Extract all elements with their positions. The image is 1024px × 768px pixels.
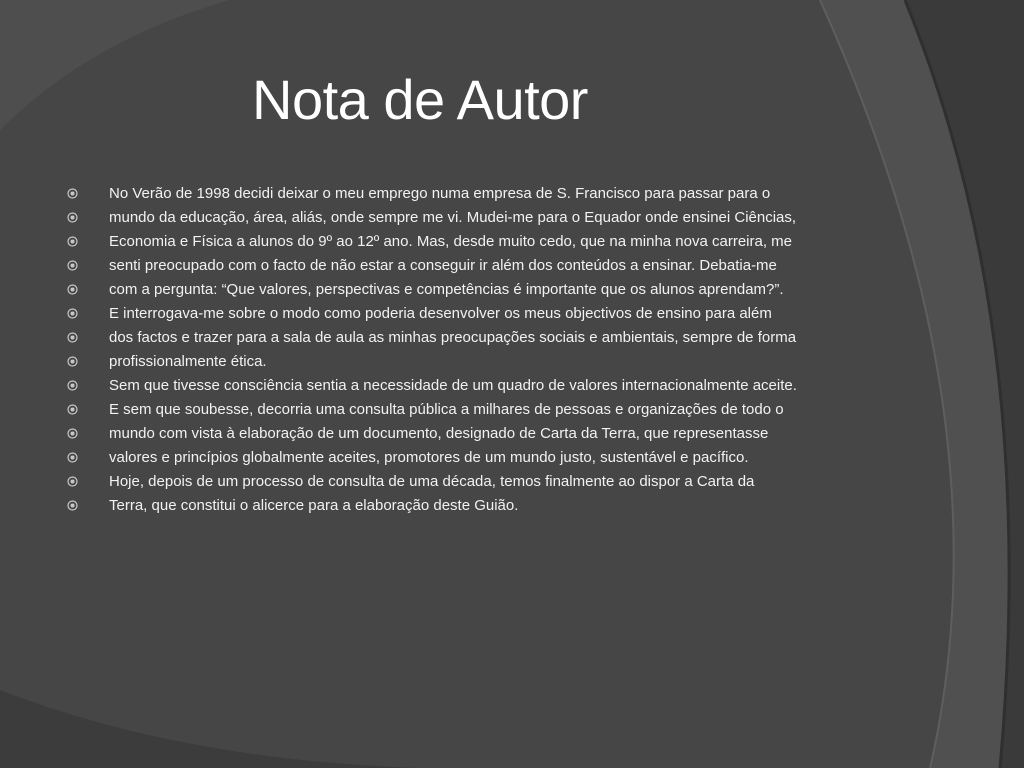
bullet-text: E interrogava-me sobre o modo como poderia desenvolver os meus objectivos de ensino para além [109, 305, 772, 322]
circled-dot-icon [67, 236, 78, 247]
circled-dot-icon [67, 188, 78, 199]
bullet-text: E sem que soubesse, decorria uma consulta pública a milhares de pessoas e organizações de todo o [109, 401, 784, 418]
circled-dot-icon [67, 428, 78, 439]
bullet-item [64, 256, 894, 276]
circled-dot-icon [67, 380, 78, 391]
bullet-item [64, 448, 894, 468]
bullet-text: Economia e Física a alunos do 9º ao 12º ano. Mas, desde muito cedo, que na minha nova carreira, me [109, 233, 793, 250]
circled-dot-icon [67, 308, 78, 319]
bullet-text: profissionalmente ética. [109, 353, 267, 370]
bullet-text: com a pergunta: “Que valores, perspectivas e competências é importante que os alunos aprendam?”. [109, 281, 784, 298]
bullet-item [64, 424, 894, 444]
bullet-text: Sem que tivesse consciência sentia a necessidade de um quadro de valores internacionalmente aceite. [109, 377, 797, 394]
circled-dot-icon [67, 404, 78, 415]
circled-dot-icon [67, 260, 78, 271]
bullet-text: dos factos e trazer para a sala de aula as minhas preocupações sociais e ambientais, sempre de forma [109, 329, 797, 346]
bullet-item [64, 280, 894, 300]
circled-dot-icon [67, 452, 78, 463]
bullet-text: Hoje, depois de um processo de consulta de uma década, temos finalmente ao dispor a Carta da [109, 473, 755, 490]
bullet-text: Terra, que constitui o alicerce para a elaboração deste Guião. [109, 497, 519, 514]
bullet-text: No Verão de 1998 decidi deixar o meu emprego numa empresa de S. Francisco para passar para o [109, 185, 771, 202]
bullet-text: senti preocupado com o facto de não estar a conseguir ir além dos conteúdos a ensinar. Debatia-me [109, 257, 777, 274]
bullet-item [64, 376, 894, 396]
bullet-item [64, 472, 894, 492]
bullet-item [64, 184, 894, 204]
bullet-item [64, 328, 894, 348]
bullet-text: valores e princípios globalmente aceites, promotores de um mundo justo, sustentável e pacífico. [109, 449, 749, 466]
bullet-item [64, 232, 894, 252]
bullet-list [64, 184, 894, 520]
slide-title: Nota de Autor [252, 68, 588, 131]
circled-dot-icon [67, 212, 78, 223]
bullet-text: mundo com vista à elaboração de um documento, designado de Carta da Terra, que representasse [109, 425, 769, 442]
circled-dot-icon [67, 356, 78, 367]
circled-dot-icon [67, 476, 78, 487]
circled-dot-icon [67, 500, 78, 511]
circled-dot-icon [67, 284, 78, 295]
bullet-item [64, 208, 894, 228]
bullet-item [64, 352, 894, 372]
circled-dot-icon [67, 332, 78, 343]
bullet-item [64, 400, 894, 420]
bullet-item [64, 496, 894, 516]
bullet-text: mundo da educação, área, aliás, onde sempre me vi. Mudei-me para o Equador onde ensinei Ciências, [109, 209, 797, 226]
bullet-item [64, 304, 894, 324]
